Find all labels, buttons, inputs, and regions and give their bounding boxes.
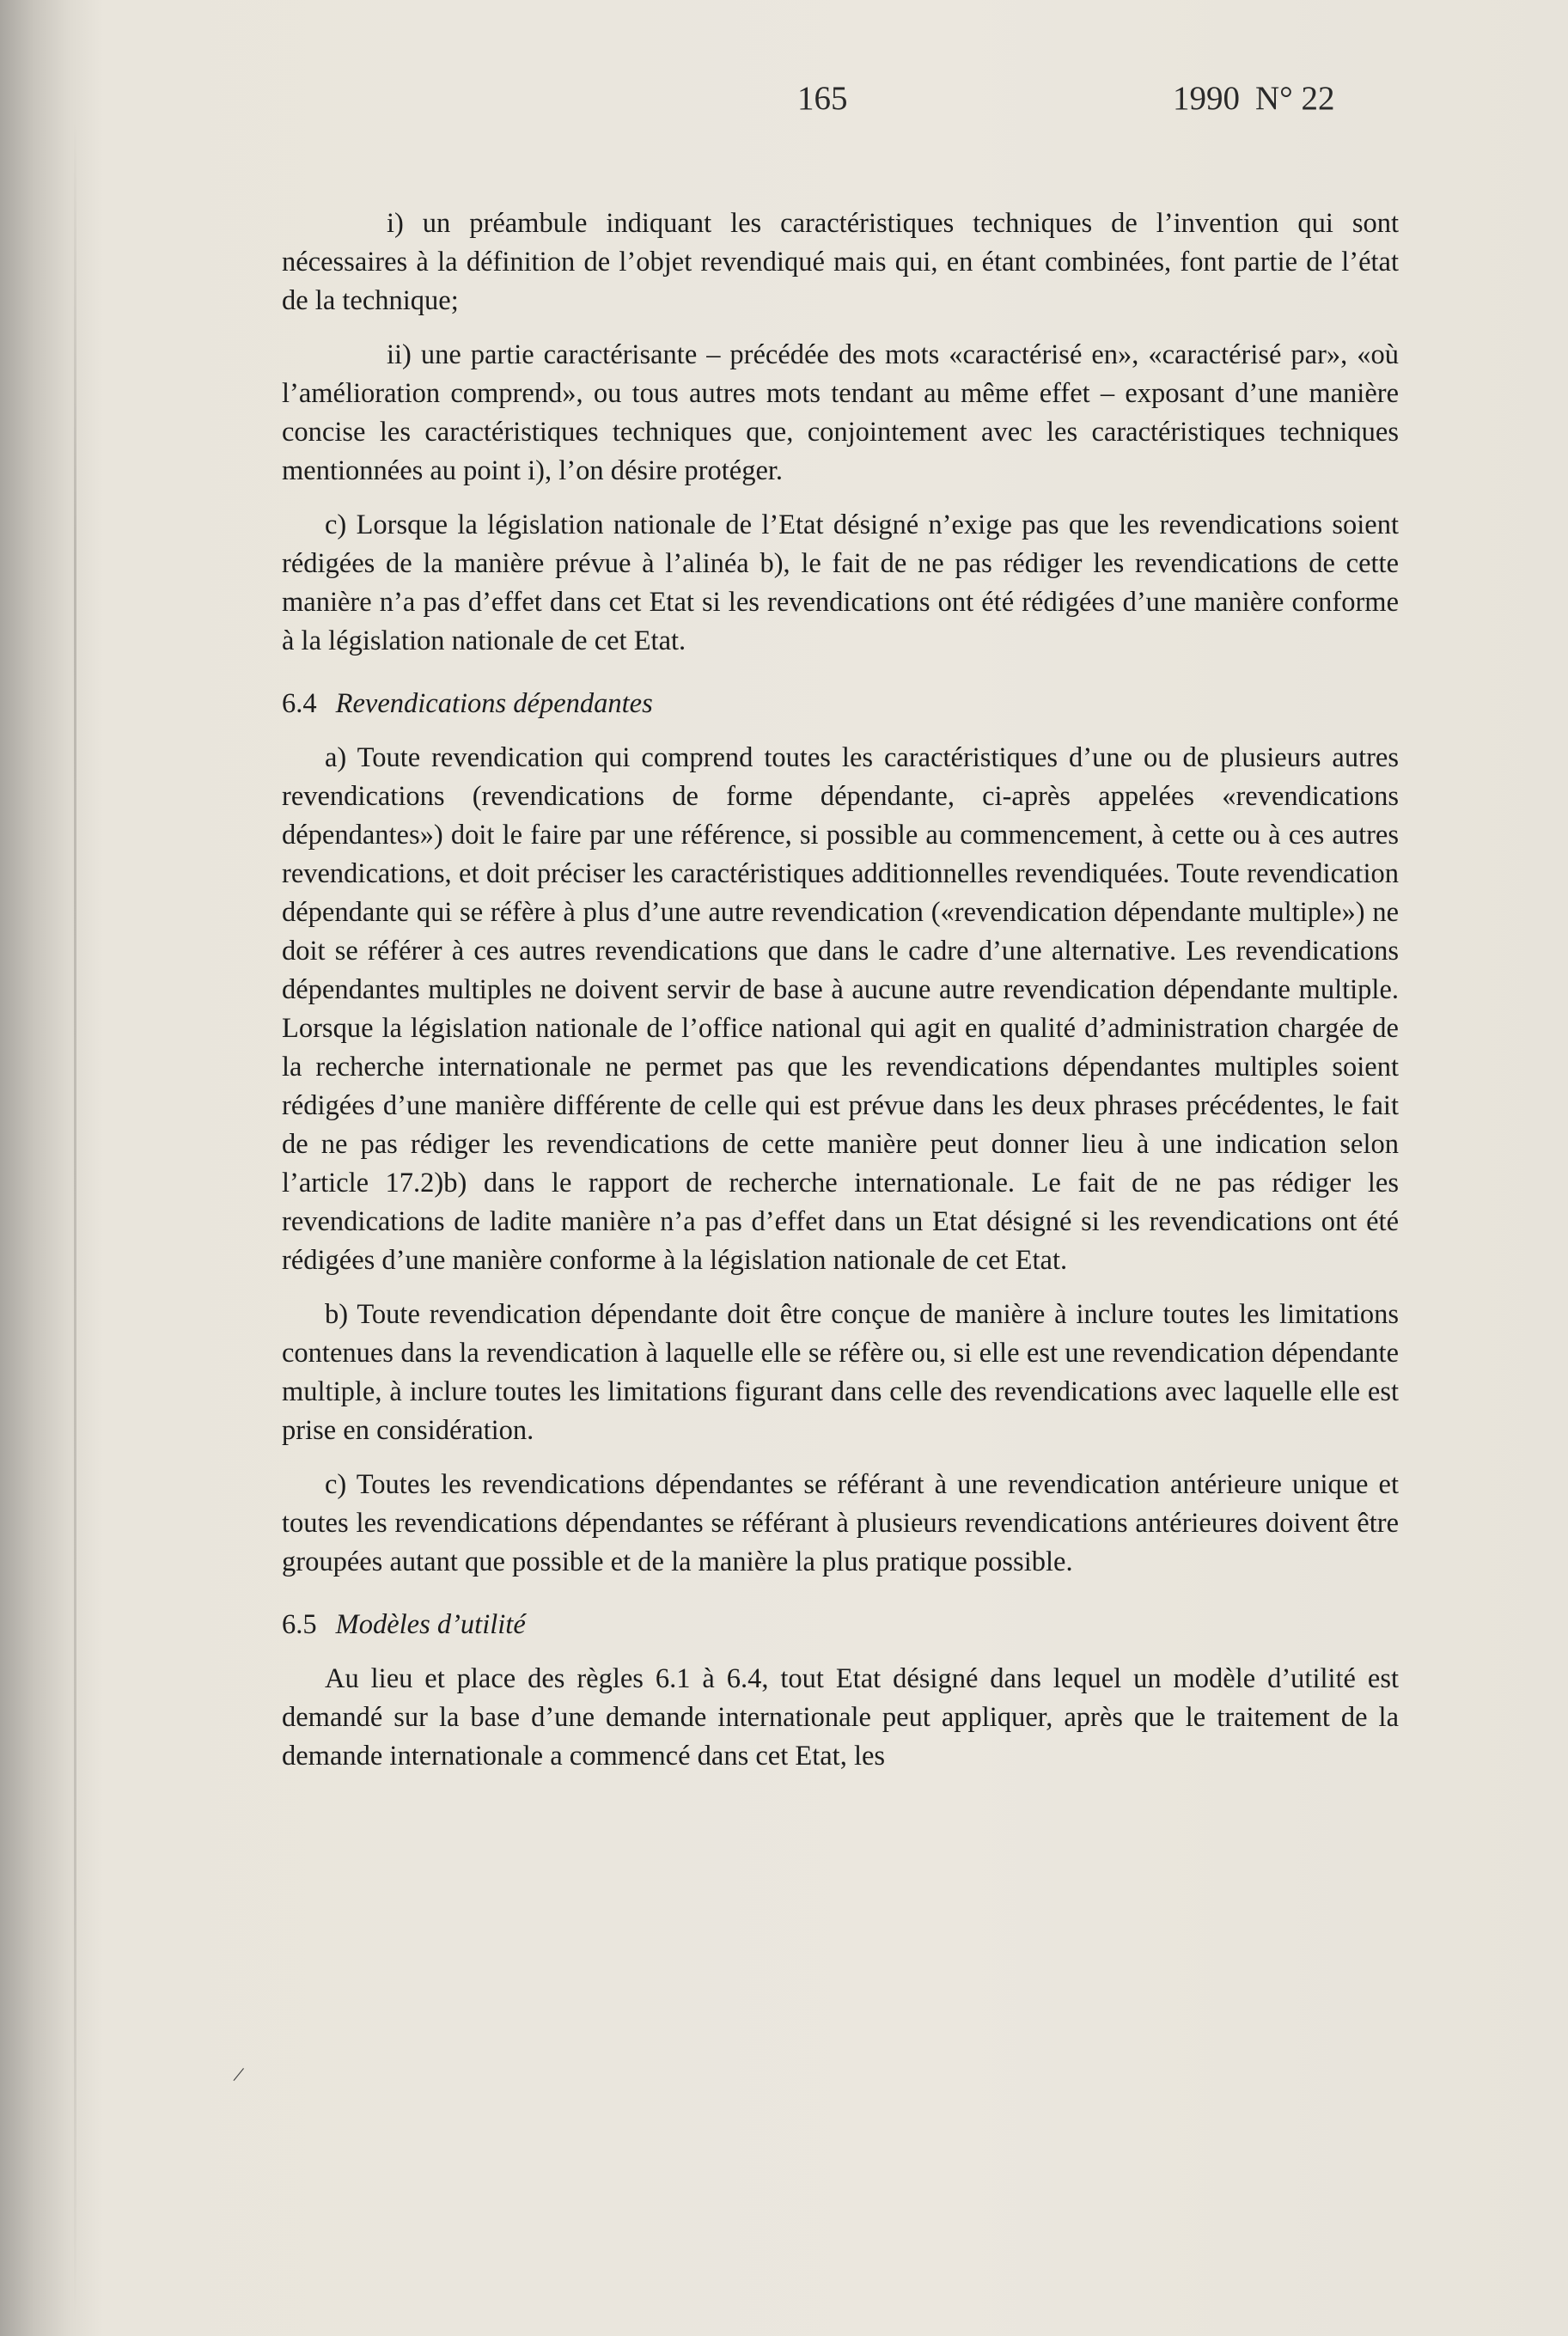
paragraph-6-4-b: b) Toute revendication dépendante doit être conçue de manière à inclure toutes les limitations contenues dans la revendication à laquelle elle se réfère ou, si elle est une revendication dépendante multiple, à inclure toutes les limitations figurant dans celle des revendications avec laquelle elle est prise en considération. xyxy=(282,1299,1399,1446)
paragraph-6-4-c: c) Toutes les revendications dépendantes se référant à une revendication antérieure unique et toutes les revendications dépendantes se référant à plusieurs revendications antérieures doivent être groupées autant que possible et de la manière la plus pratique possible. xyxy=(282,1469,1399,1577)
binding-gutter-shadow xyxy=(74,120,76,2320)
body-text xyxy=(282,204,1399,1791)
issue-reference xyxy=(1173,79,1335,118)
section-heading-6-4 xyxy=(282,685,1399,723)
page-header xyxy=(0,79,1568,122)
paragraph-item-i: i) un préambule indiquant les caractéristiques techniques de l’invention qui sont nécessaires à la définition de l’objet revendiqué mais qui, en étant combinées, font partie de l’état de la technique; xyxy=(282,208,1399,316)
paragraph-item-ii: ii) une partie caractérisante – précédée des mots «caractérisé en», «caractérisé par», «où l’amélioration comprend», ou tous autres mots tendant au même effet – exposant d’une manière concise les caractéristiques techniques que, conjointement avec les caractéristiques techniques mentionnées au point i), l’on désire protéger. xyxy=(282,339,1399,486)
paragraph-6-5-1: Au lieu et place des règles 6.1 à 6.4, tout Etat désigné dans lequel un modèle d’utilité est demandé sur la base d’une demande internationale peut appliquer, après que le traitement de la demande internationale a commencé dans cet Etat, les xyxy=(282,1663,1399,1772)
margin-pencil-mark: / xyxy=(231,2061,247,2088)
section-number: 6.4 xyxy=(282,688,317,719)
section-heading-6-5 xyxy=(282,1606,1399,1644)
section-title: Modèles d’utilité xyxy=(335,1609,526,1640)
issue-number: N° 22 xyxy=(1255,80,1335,117)
paragraph-c: c) Lorsque la législation nationale de l’Etat désigné n’exige pas que les revendications soient rédigées de la manière prévue à l’alinéa b), le fait de ne pas rédiger les revendications de cette manière n’a pas d’effet dans cet Etat si les revendications ont été rédigées d’une manière conforme à la législation nationale de cet Etat. xyxy=(282,509,1399,656)
section-number: 6.5 xyxy=(282,1609,317,1640)
section-title: Revendications dépendantes xyxy=(335,688,653,719)
page-number: 165 xyxy=(797,80,848,117)
paragraph-6-4-a: a) Toute revendication qui comprend toutes les caractéristiques d’une ou de plusieurs autres revendications (revendications de forme dépendante, ci-après appelées «revendications dépendantes») doit le faire par une référence, si possible au commencement, à cette ou à ces autres revendications, et doit préciser les caractéristiques additionnelles revendiquées. Toute revendication dépendante qui se réfère à plus d’une autre revendication («revendication dépendante multiple») ne doit se référer à ces autres revendications que dans le cadre d’une alternative. Les revendications dépendantes multiples ne doivent servir de base à aucune autre revendication dépendante multiple. Lorsque la législation nationale de l’office national qui agit en qualité d’administration chargée de la recherche internationale ne permet pas que les revendications dépendantes multiples soient rédigées d’une manière différente de celle qui est prévue dans les deux phrases précédentes, le fait de ne pas rédiger les revendications de cette manière peut donner lieu à une indication selon l’article 17.2)b) dans le rapport de recherche internationale. Le fait de ne pas rédiger les revendications de ladite manière n’a pas d’effet dans un Etat désigné si les revendications ont été rédigées d’une manière conforme à la législation nationale de cet Etat. xyxy=(282,742,1399,1276)
issue-year: 1990 xyxy=(1173,80,1240,117)
